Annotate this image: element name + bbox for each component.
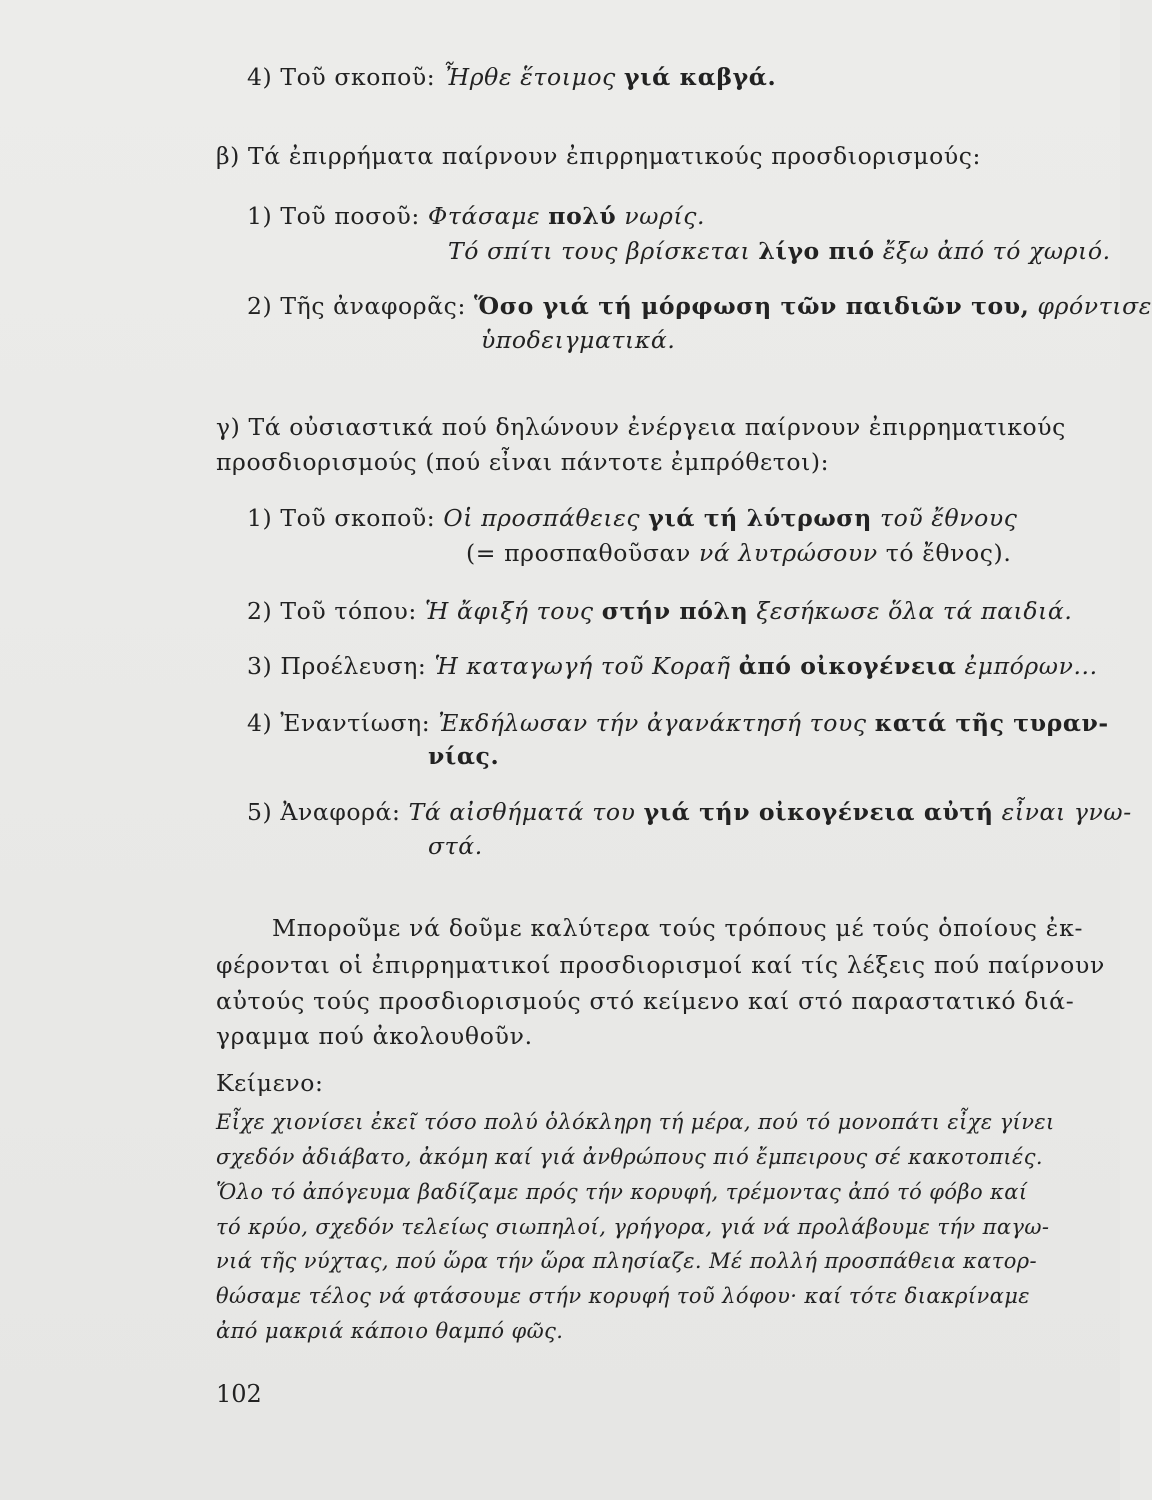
example-italic: Τά αἰσθήματά του: [408, 798, 636, 826]
example-italic: φρόντισε: [1037, 292, 1152, 320]
item-label: 1) Τοῦ ποσοῦ:: [247, 202, 420, 230]
example-italic: Ἡ καταγωγή τοῦ Κοραῆ: [434, 652, 731, 680]
example-italic: Ἦρθε ἕτοιμος: [443, 63, 616, 91]
section-c-item-3: [247, 651, 1098, 681]
section-b-item-2: [247, 291, 1152, 321]
section-c-item-2: [247, 596, 1072, 626]
section-c-item-1-line2: [466, 538, 1011, 568]
example-italic: ἐμπόρων...: [964, 652, 1098, 680]
text-line: σχεδόν ἀδιάβατο, ἀκόμη καί γιά ἀνθρώπους πιό ἔμπειρους σέ κακοτοπιές.: [216, 1145, 1043, 1169]
section-c-item-5-line2: στά.: [428, 832, 483, 860]
example-italic: Τό σπίτι τους βρίσκεται: [448, 237, 751, 265]
paragraph-line: αὐτούς τούς προσδιορισμούς στό κείμενο καί στό παραστατικό διά-: [216, 987, 1075, 1015]
section-b-item-2-line2: ὑποδειγματικά.: [481, 326, 676, 354]
paraphrase-text: τό ἔθνος).: [885, 539, 1012, 567]
item-label: 2) Τοῦ τόπου:: [247, 597, 417, 625]
example-bold: στήν πόλη: [601, 597, 749, 625]
paragraph-line: φέρονται οἱ ἐπιρρηματικοί προσδιορισμοί καί τίς λέξεις πού παίρνουν: [216, 951, 1105, 979]
section-c-heading-line2: προσδιορισμούς (πού εἶναι πάντοτε ἐμπρόθετοι):: [216, 448, 830, 476]
section-b-heading: β) Τά ἐπιρρήματα παίρνουν ἐπιρρηματικούς προσδιορισμούς:: [216, 142, 982, 170]
example-italic: Ἐκδήλωσαν τήν ἀγανάκτησή τους: [438, 709, 867, 737]
example-bold: γιά τήν οἰκογένεια αὐτή: [643, 798, 994, 826]
text-line: τό κρύο, σχεδόν τελείως σιωπηλοί, γρήγορα, γιά νά προλάβουμε τήν παγω-: [216, 1215, 1050, 1239]
item-label: 2) Τῆς ἀναφορᾶς:: [247, 292, 466, 320]
text-line: Ὅλο τό ἀπόγευμα βαδίζαμε πρός τήν κορυφή, τρέμοντας ἀπό τό φόβο καί: [216, 1180, 1028, 1204]
example-italic: ἔξω ἀπό τό χωριό.: [882, 237, 1111, 265]
example-italic: τοῦ ἔθνους: [879, 504, 1018, 532]
page-number: 102: [216, 1380, 262, 1408]
section-c-heading-line1: γ) Τά οὐσιαστικά πού δηλώνουν ἐνέργεια παίρνουν ἐπιρρηματικούς: [216, 413, 1066, 441]
example-bold: γιά τή λύτρωση: [648, 504, 872, 532]
item-label: 5) Ἀναφορά:: [247, 798, 401, 826]
paraphrase-text: (= προσπαθοῦσαν: [466, 539, 691, 567]
example-italic: Ἡ ἄφιξή τους: [425, 597, 594, 625]
item-label: 4) Ἐναντίωση:: [247, 709, 431, 737]
paragraph-line: γραμμα πού ἀκολουθοῦν.: [216, 1022, 533, 1050]
text-section-label: Κείμενο:: [216, 1069, 324, 1097]
example-bold: κατά τῆς τυραν-: [874, 709, 1109, 737]
example-bold: ἀπό οἰκογένεια: [738, 652, 957, 680]
section-c-item-1: [247, 503, 1018, 533]
paragraph-line: Μποροῦμε νά δοῦμε καλύτερα τούς τρόπους μέ τούς ὁποίους ἐκ-: [272, 914, 1084, 942]
example-italic: νά λυτρώσουν: [698, 539, 878, 567]
example-italic: ξεσήκωσε ὅλα τά παιδιά.: [756, 597, 1073, 625]
text-line: θώσαμε τέλος νά φτάσουμε στήν κορυφή τοῦ λόφου· καί τότε διακρίναμε: [216, 1284, 1030, 1308]
section-c-item-4-line2: νίας.: [428, 742, 500, 770]
item-4-purpose: [247, 62, 776, 92]
item-label: 4) Τοῦ σκοποῦ:: [247, 63, 436, 91]
text-line: Εἶχε χιονίσει ἐκεῖ τόσο πολύ ὁλόκληρη τή μέρα, πού τό μονοπάτι εἶχε γίνει: [216, 1110, 1055, 1134]
example-bold: πολύ: [548, 202, 617, 230]
example-italic: Φτάσαμε: [428, 202, 541, 230]
example-bold: Ὅσο γιά τή μόρφωση τῶν παιδιῶν του,: [474, 292, 1030, 320]
example-italic: εἶναι γνω-: [1001, 798, 1132, 826]
example-bold: λίγο πιό: [758, 237, 875, 265]
example-bold: γιά καβγά.: [624, 63, 777, 91]
example-italic: Οἱ προσπάθειες: [443, 504, 641, 532]
text-line: ἀπό μακριά κάποιο θαμπό φῶς.: [216, 1319, 564, 1343]
text-line: νιά τῆς νύχτας, πού ὥρα τήν ὥρα πλησίαζε. Μέ πολλή προσπάθεια κατορ-: [216, 1249, 1038, 1273]
section-c-item-5: [247, 797, 1132, 827]
item-label: 1) Τοῦ σκοποῦ:: [247, 504, 436, 532]
section-b-item-1: [247, 201, 705, 231]
example-italic: νωρίς.: [624, 202, 706, 230]
section-b-item-1-line2: [448, 236, 1111, 266]
item-label: 3) Προέλευση:: [247, 652, 427, 680]
section-c-item-4: [247, 708, 1109, 738]
